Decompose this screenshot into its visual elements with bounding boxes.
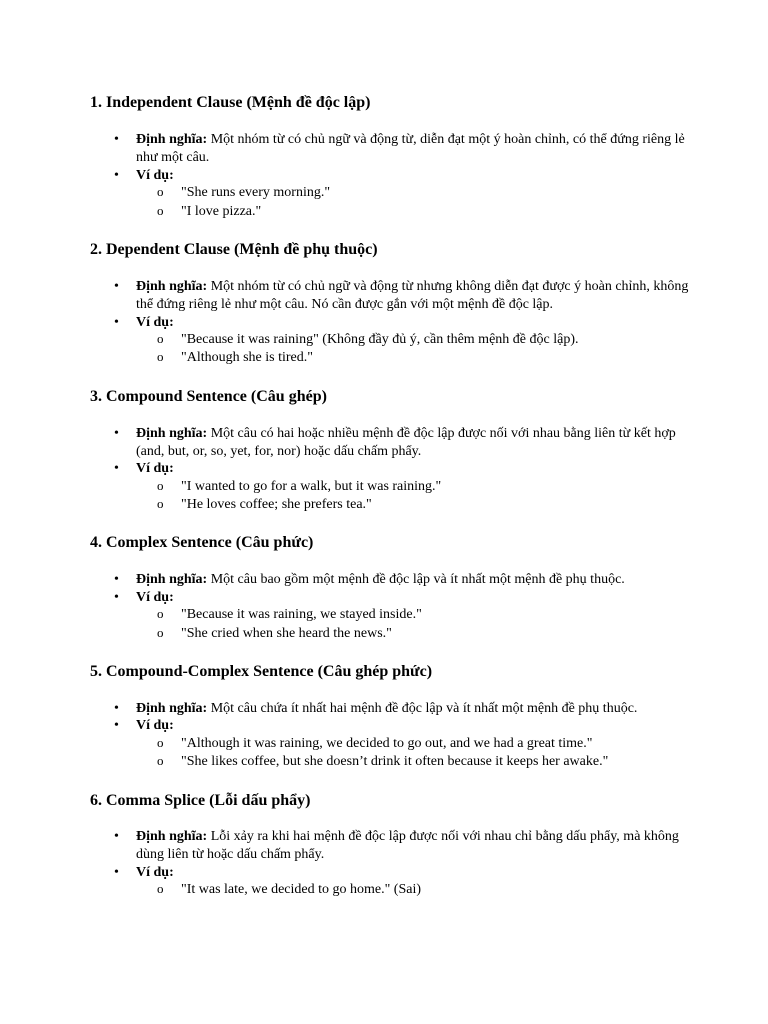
example-line — [157, 881, 721, 899]
example-text: "Because it was raining, we stayed inside." — [181, 607, 422, 622]
section-heading: 1. Independent Clause (Mệnh đề độc lập) — [90, 94, 371, 111]
definition-text: Một nhóm từ có chủ ngữ và động từ nhưng không diễn đạt được ý hoàn chỉnh, không thể đứng riêng lẻ như một câu. Nó cần được gắn với một mệnh đề độc lập. — [136, 279, 689, 312]
definition-item — [114, 571, 696, 589]
example-line — [157, 735, 721, 753]
definition-item — [114, 828, 696, 864]
circle-bullet-icon: o — [157, 881, 164, 896]
definition-label: Định nghĩa: — [136, 701, 208, 716]
circle-bullet-icon: o — [157, 735, 164, 750]
definition-label: Định nghĩa: — [136, 572, 208, 587]
definition-text: Một câu bao gồm một mệnh đề độc lập và ít nhất một mệnh đề phụ thuộc. — [207, 572, 625, 587]
example-text: "She likes coffee, but she doesn’t drink it often because it keeps her awake." — [181, 754, 609, 769]
circle-bullet-icon: o — [157, 753, 164, 768]
definition-label: Định nghĩa: — [136, 426, 208, 441]
example-line — [157, 203, 721, 221]
example-label: Ví dụ: — [136, 590, 174, 605]
example-line — [157, 331, 721, 349]
example-line — [157, 349, 721, 367]
section-heading: 2. Dependent Clause (Mệnh đề phụ thuộc) — [90, 241, 378, 258]
bullet-icon: • — [114, 279, 119, 294]
example-text: "He loves coffee; she prefers tea." — [181, 497, 372, 512]
section-heading: 6. Comma Splice (Lỗi dấu phẩy) — [90, 792, 311, 809]
definition-item — [114, 131, 696, 167]
example-line — [157, 496, 721, 514]
definition-label: Định nghĩa: — [136, 279, 208, 294]
example-line — [157, 625, 721, 643]
bullet-icon: • — [114, 426, 119, 441]
circle-bullet-icon: o — [157, 331, 164, 346]
circle-bullet-icon: o — [157, 478, 164, 493]
section-heading: 4. Complex Sentence (Câu phức) — [90, 534, 314, 551]
definition-label: Định nghĩa: — [136, 132, 208, 147]
example-item — [114, 717, 696, 735]
bullet-icon: • — [114, 461, 119, 476]
example-label: Ví dụ: — [136, 718, 174, 733]
circle-bullet-icon: o — [157, 606, 164, 621]
example-text: "It was late, we decided to go home." (Sai) — [181, 882, 422, 897]
bullet-icon: • — [114, 315, 119, 330]
section-heading: 3. Compound Sentence (Câu ghép) — [90, 388, 327, 405]
example-line — [157, 478, 721, 496]
bullet-icon: • — [114, 168, 119, 183]
bullet-icon: • — [114, 590, 119, 605]
example-item — [114, 864, 696, 882]
example-text: "Although it was raining, we decided to go out, and we had a great time." — [181, 736, 593, 751]
circle-bullet-icon: o — [157, 625, 164, 640]
bullet-icon: • — [114, 701, 119, 716]
section-heading: 5. Compound-Complex Sentence (Câu ghép phức) — [90, 663, 433, 680]
definition-item — [114, 278, 696, 314]
bullet-icon: • — [114, 572, 119, 587]
example-item — [114, 460, 696, 478]
bullet-icon: • — [114, 132, 119, 147]
example-item — [114, 314, 696, 332]
definition-text: Lỗi xảy ra khi hai mệnh đề độc lập được nối với nhau chỉ bằng dấu phẩy, mà không dùng liên từ hoặc dấu chấm phẩy. — [136, 829, 679, 862]
example-label: Ví dụ: — [136, 461, 174, 476]
example-item — [114, 589, 696, 607]
example-text: "She runs every morning." — [181, 185, 331, 200]
example-label: Ví dụ: — [136, 168, 174, 183]
definition-item — [114, 425, 696, 461]
example-text: "I wanted to go for a walk, but it was raining." — [181, 479, 442, 494]
definition-text: Một nhóm từ có chủ ngữ và động từ, diễn đạt một ý hoàn chỉnh, có thể đứng riêng lẻ như một câu. — [136, 132, 685, 165]
definition-item — [114, 700, 696, 718]
bullet-icon: • — [114, 718, 119, 733]
example-line — [157, 184, 721, 202]
example-text: "She cried when she heard the news." — [181, 626, 392, 641]
example-text: "I love pizza." — [181, 204, 262, 219]
example-line — [157, 753, 721, 771]
definition-label: Định nghĩa: — [136, 829, 208, 844]
definition-text: Một câu chứa ít nhất hai mệnh đề độc lập và ít nhất một mệnh đề phụ thuộc. — [207, 701, 638, 716]
example-label: Ví dụ: — [136, 315, 174, 330]
bullet-icon: • — [114, 829, 119, 844]
bullet-icon: • — [114, 865, 119, 880]
example-text: "Because it was raining" (Không đầy đủ ý, cần thêm mệnh đề độc lập). — [181, 332, 579, 347]
circle-bullet-icon: o — [157, 496, 164, 511]
circle-bullet-icon: o — [157, 349, 164, 364]
example-label: Ví dụ: — [136, 865, 174, 880]
circle-bullet-icon: o — [157, 203, 164, 218]
circle-bullet-icon: o — [157, 184, 164, 199]
definition-text: Một câu có hai hoặc nhiều mệnh đề độc lập được nối với nhau bằng liên từ kết hợp (and, but, or, so, yet, for, nor) hoặc dấu chấm phẩy. — [136, 426, 676, 459]
example-item — [114, 167, 696, 185]
example-text: "Although she is tired." — [181, 350, 313, 365]
example-line — [157, 606, 721, 624]
